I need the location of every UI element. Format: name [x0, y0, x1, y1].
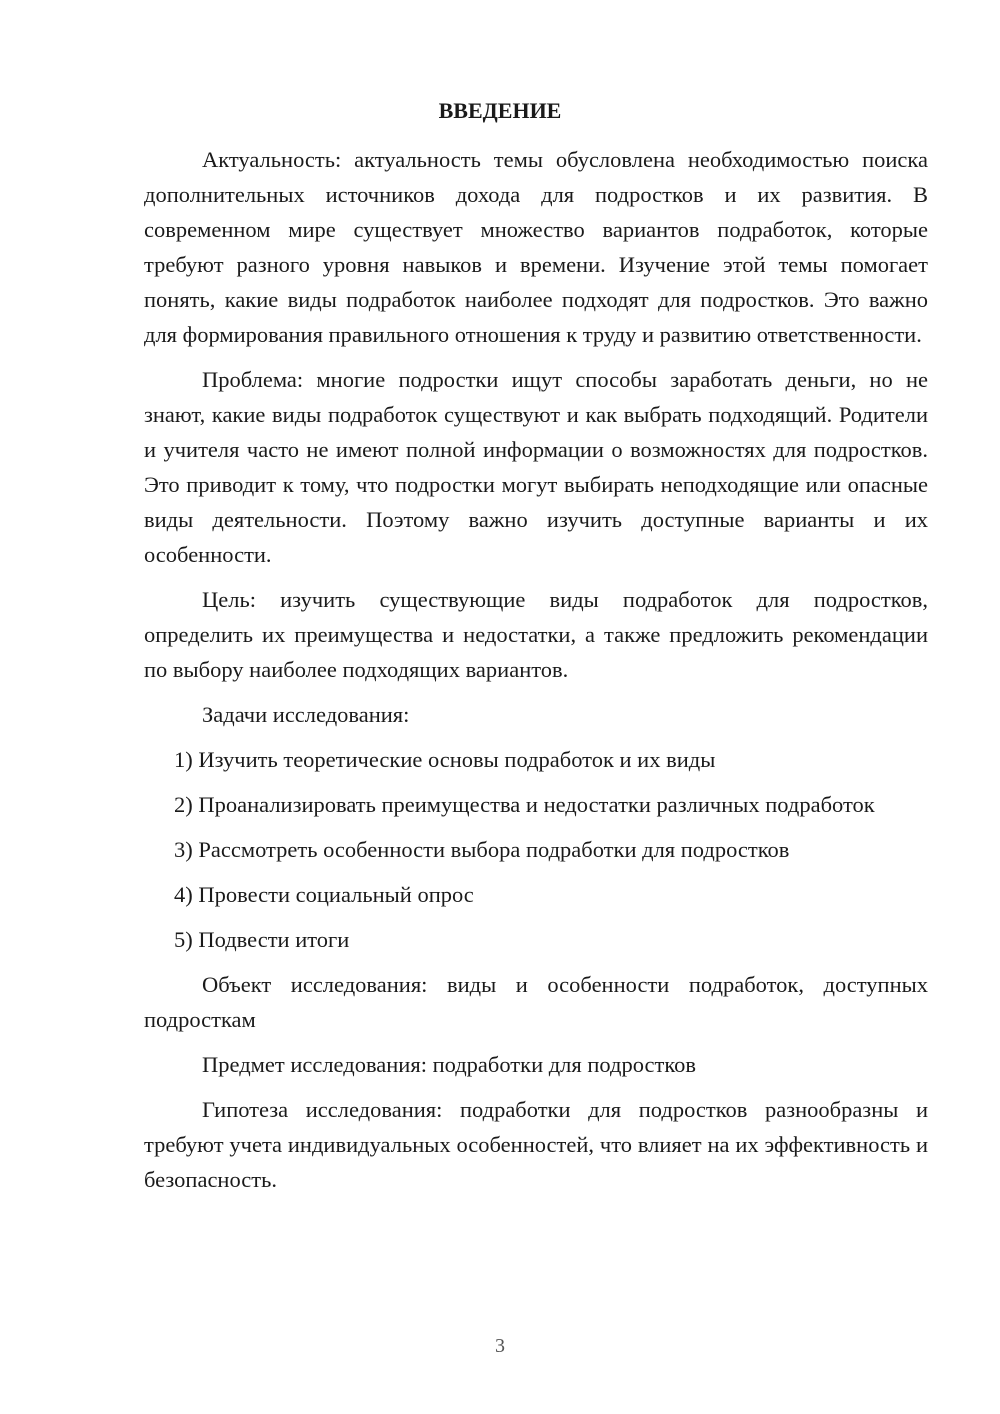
task-item-3: 3) Рассмотреть особенности выбора подработки для подростков	[174, 837, 790, 862]
task-item-2: 2) Проанализировать преимущества и недостатки различных подработок	[174, 792, 875, 817]
page-title: ВВЕДЕНИЕ	[438, 98, 562, 123]
task-item-4: 4) Провести социальный опрос	[174, 882, 474, 907]
paragraph-goal: Цель: изучить существующие виды подработок для подростков, определить их преимущества и недостатки, а также предложить рекомендации по выбору наиболее подходящих вариантов.	[144, 587, 928, 682]
task-item-5: 5) Подвести итоги	[174, 927, 350, 952]
paragraph-hypothesis: Гипотеза исследования: подработки для подростков разнообразны и требуют учета индивидуальных особенностей, что влияет на их эффективность и безопасность.	[144, 1097, 928, 1192]
paragraph-subject: Предмет исследования: подработки для подростков	[202, 1052, 697, 1077]
tasks-heading: Задачи исследования:	[202, 702, 410, 727]
page-number: 3	[495, 1335, 505, 1357]
document-body	[144, 142, 928, 1207]
paragraph-relevance: Актуальность: актуальность темы обусловлена необходимостью поиска дополнительных источников дохода для подростков и их развития. В современном мире существует множество вариантов подработок, которые требуют разного уровня навыков и времени. Изучение этой темы помогает понять, какие виды подработок наиболее подходят для подростков. Это важно для формирования правильного отношения к труду и развитию ответственности.	[144, 147, 928, 347]
task-item-1: 1) Изучить теоретические основы подработок и их виды	[174, 747, 716, 772]
paragraph-object: Объект исследования: виды и особенности подработок, доступных подросткам	[144, 972, 928, 1032]
paragraph-problem: Проблема: многие подростки ищут способы заработать деньги, но не знают, какие виды подработок существуют и как выбрать подходящий. Родители и учителя часто не имеют полной информации о возможностях для подростков. Это приводит к тому, что подростки могут выбирать неподходящие или опасные виды деятельности. Поэтому важно изучить доступные варианты и их особенности.	[144, 367, 928, 567]
